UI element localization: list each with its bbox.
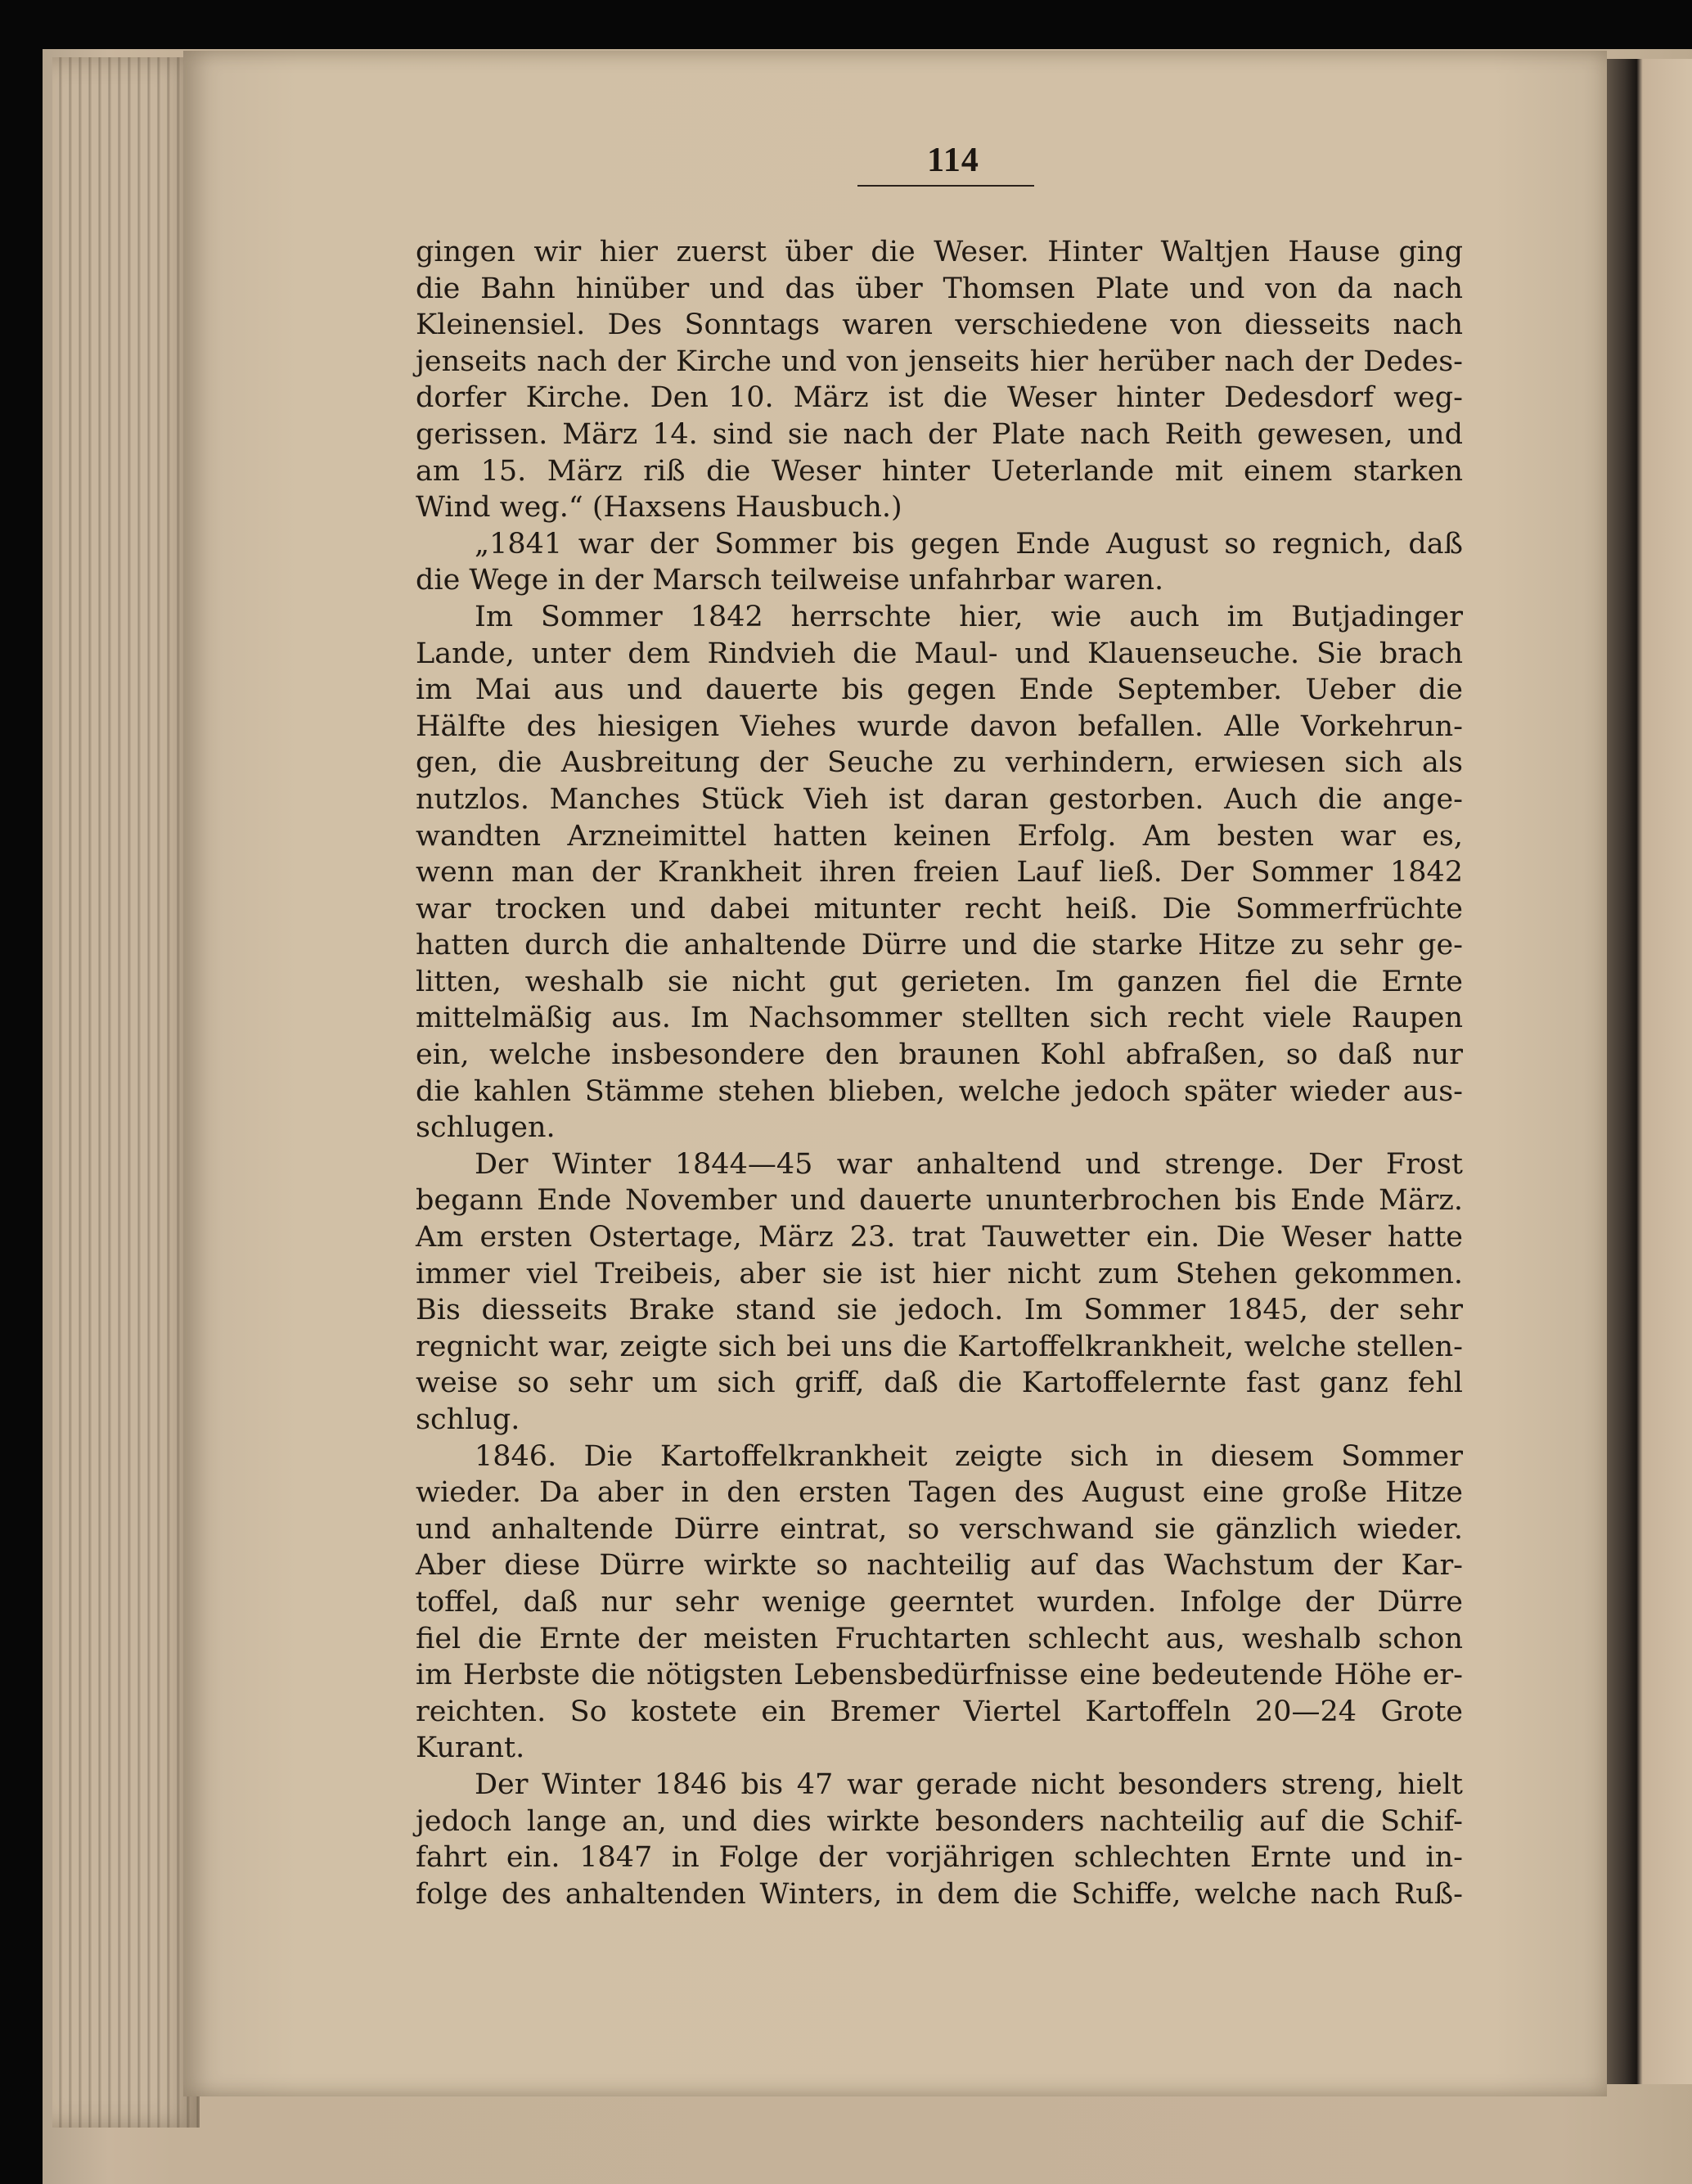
text-line: Aber diese Dürre wirkte so nachteilig auf das Wachstum der Kar- <box>416 1549 1463 1583</box>
text-line: ein, welche insbesondere den braunen Kohl abfraßen, so daß nur <box>416 1038 1463 1072</box>
text-line: Am ersten Ostertage, März 23. trat Tauwetter ein. Die Weser hatte <box>416 1221 1463 1254</box>
text-line: schlug. <box>416 1403 520 1436</box>
text-line: fiel die Ernte der meisten Fruchtarten schlecht aus, weshalb schon <box>416 1622 1463 1655</box>
text-line: die Wege in der Marsch teilweise unfahrbar waren. <box>416 564 1164 597</box>
text-line: regnicht war, zeigte sich bei uns die Kartoffelkrankheit, welche stellen- <box>416 1330 1463 1363</box>
text-line: im Mai aus und dauerte bis gegen Ende September. Ueber die <box>416 673 1463 707</box>
text-line: immer viel Treibeis, aber sie ist hier nicht zum Stehen gekommen. <box>416 1257 1463 1290</box>
text-line: wenn man der Krankheit ihren freien Lauf ließ. Der Sommer 1842 <box>416 856 1463 889</box>
text-line: fahrt ein. 1847 in Folge der vorjährigen schlechten Ernte und in- <box>416 1841 1463 1875</box>
text-line: gerissen. März 14. sind sie nach der Plate nach Reith gewesen, und <box>416 417 1463 451</box>
text-line: Kleinensiel. Des Sonntags waren verschiedene von diesseits nach <box>416 308 1463 342</box>
text-line: Bis diesseits Brake stand sie jedoch. Im Sommer 1845, der sehr <box>416 1294 1463 1327</box>
text-line: hatten durch die anhaltende Dürre und die starke Hitze zu sehr ge- <box>416 929 1463 962</box>
text-line: Der Winter 1846 bis 47 war gerade nicht besonders streng, hielt <box>475 1767 1463 1801</box>
text-line: und anhaltende Dürre eintrat, so verschwand sie gänzlich wieder. <box>416 1512 1463 1546</box>
text-line: wieder. Da aber in den ersten Tagen des August eine große Hitze <box>416 1476 1463 1510</box>
text-line: schlugen. <box>416 1111 556 1145</box>
page-edges <box>52 57 200 2128</box>
text-line: am 15. März riß die Weser hinter Ueterlande mit einem starken <box>416 454 1463 488</box>
header-rule <box>857 185 1034 187</box>
text-line: „1841 war der Sommer bis gegen Ende August so regnich, daß <box>475 527 1463 561</box>
body-text <box>416 234 1463 1912</box>
text-line: Im Sommer 1842 herrschte hier, wie auch im Butjadinger <box>475 600 1463 633</box>
book-gutter <box>1607 59 1692 2084</box>
text-line: Der Winter 1844—45 war anhaltend und strenge. Der Frost <box>475 1147 1463 1181</box>
text-line: nutzlos. Manches Stück Vieh ist daran gestorben. Auch die ange- <box>416 782 1463 816</box>
text-line: jenseits nach der Kirche und von jenseits hier herüber nach der Dedes- <box>416 344 1463 378</box>
text-line: jedoch lange an, und dies wirkte besonders nachteilig auf die Schif- <box>416 1804 1463 1838</box>
text-line: die Bahn hinüber und das über Thomsen Plate und von da nach <box>416 272 1463 305</box>
text-line: 1846. Die Kartoffelkrankheit zeigte sich in diesem Sommer <box>475 1439 1463 1473</box>
text-line: toffel, daß nur sehr wenige geerntet wurden. Infolge der Dürre <box>416 1585 1463 1619</box>
text-line: wandten Arzneimittel hatten keinen Erfolg. Am besten war es, <box>416 819 1463 853</box>
text-line: folge des anhaltenden Winters, in dem die Schiffe, welche nach Ruß- <box>416 1877 1463 1911</box>
text-line: Lande, unter dem Rindvieh die Maul- und Klauenseuche. Sie brach <box>416 637 1463 670</box>
text-line: Hälfte des hiesigen Viehes wurde davon befallen. Alle Vorkehrun- <box>416 709 1463 743</box>
text-line: im Herbste die nötigsten Lebensbedürfnisse eine bedeutende Höhe er- <box>416 1659 1463 1692</box>
page-number: 114 <box>927 142 979 179</box>
text-line: begann Ende November und dauerte ununterbrochen bis Ende März. <box>416 1184 1463 1218</box>
text-line: weise so sehr um sich griff, daß die Kartoffelernte fast ganz fehl <box>416 1367 1463 1400</box>
text-line: gingen wir hier zuerst über die Weser. Hinter Waltjen Hause ging <box>416 236 1463 268</box>
text-line: litten, weshalb sie nicht gut gerieten. Im ganzen fiel die Ernte <box>416 965 1463 998</box>
text-line: Kurant. <box>416 1731 525 1765</box>
text-line: gen, die Ausbreitung der Seuche zu verhindern, erwiesen sich als <box>416 746 1463 780</box>
text-line: war trocken und dabei mitunter recht heiß. Die Sommerfrüchte <box>416 892 1463 925</box>
text-line: die kahlen Stämme stehen blieben, welche jedoch später wieder aus- <box>416 1074 1463 1108</box>
text-line: mittelmäßig aus. Im Nachsommer stellten sich recht viele Raupen <box>416 1002 1463 1035</box>
text-line: reichten. So kostete ein Bremer Viertel Kartoffeln 20—24 Grote <box>416 1695 1463 1728</box>
text-line: Wind weg.“ (Haxsens Hausbuch.) <box>416 491 902 525</box>
text-line: dorfer Kirche. Den 10. März ist die Weser hinter Dedesdorf weg- <box>416 381 1463 415</box>
